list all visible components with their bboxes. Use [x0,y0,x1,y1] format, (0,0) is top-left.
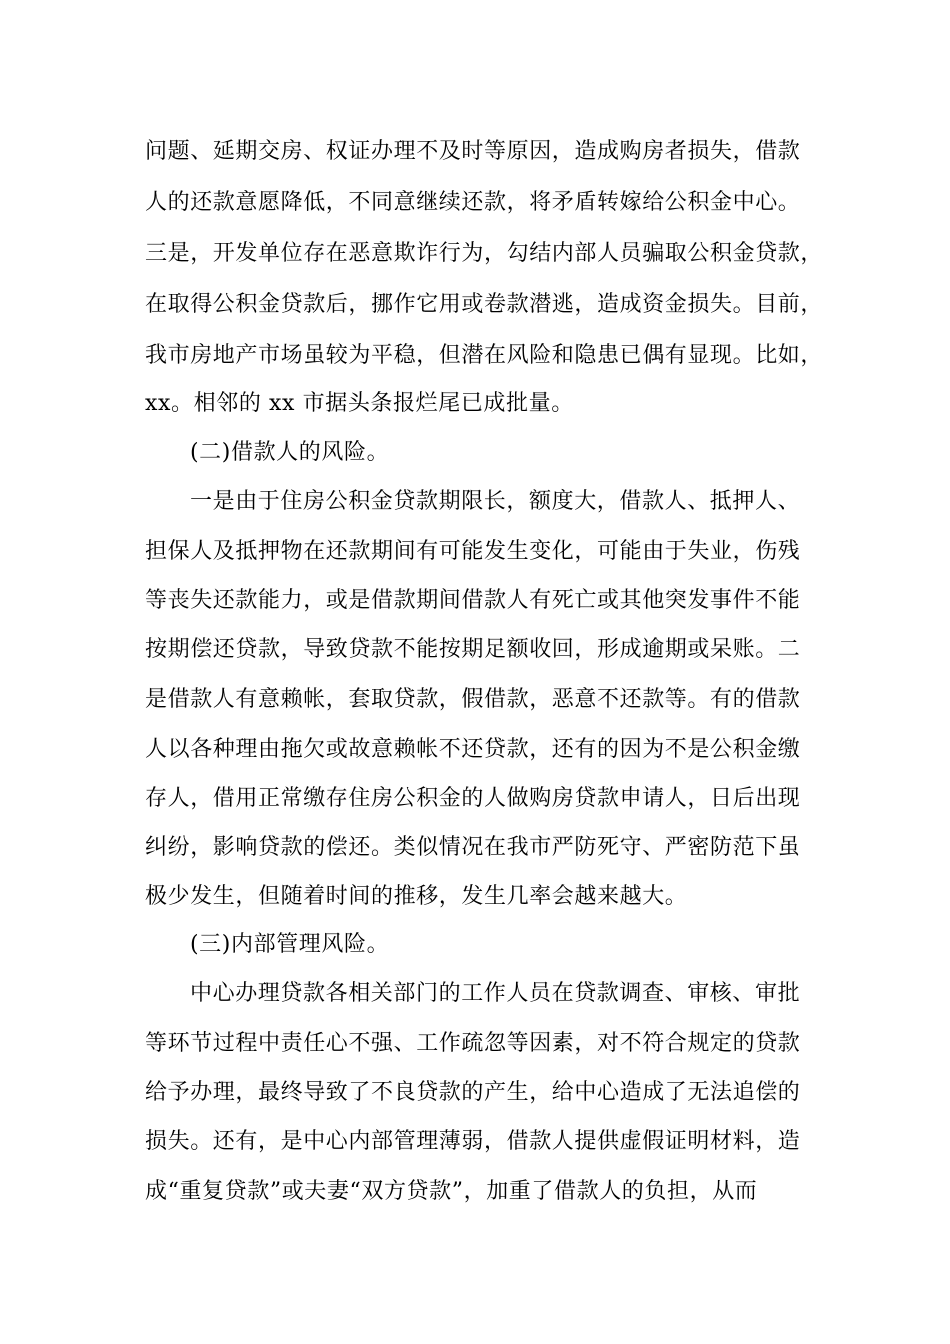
text-line: 成“重复贷款”或夫妻“双方贷款”，加重了借款人的负担，从而 [145,1179,758,1204]
section-heading: (三)内部管理风险。 [190,932,390,957]
text-line: 纠纷，影响贷款的偿还。类似情况在我市严防死守、严密防范下虽 [145,835,801,860]
text-line: 给予办理，最终导致了不良贷款的产生，给中心造成了无法追偿的 [145,1080,801,1105]
text-line: 极少发生，但随着时间的推移，发生几率会越来越大。 [145,884,688,909]
text-line: 人的还款意愿降低，不同意继续还款，将矛盾转嫁给公积金中心。 [145,190,801,215]
text-line: 一是由于住房公积金贷款期限长，额度大，借款人、抵押人、 [190,489,801,514]
text-line: 人以各种理由拖欠或故意赖帐不还贷款，还有的因为不是公积金缴 [145,737,801,762]
text-line: 担保人及抵押物在还款期间有可能发生变化，可能由于失业，伤残 [145,539,801,564]
text-line: 等环节过程中责任心不强、工作疏忽等因素，对不符合规定的贷款 [145,1031,801,1056]
text-line: 问题、延期交房、权证办理不及时等原因，造成购房者损失，借款 [145,139,801,164]
text-line: 在取得公积金贷款后，挪作它用或卷款潜逃，造成资金损失。目前， [145,292,824,317]
text-line: 等丧失还款能力，或是借款期间借款人有死亡或其他突发事件不能 [145,588,801,613]
text-line: 是借款人有意赖帐，套取贷款，假借款，恶意不还款等。有的借款 [145,687,801,712]
text-line: 按期偿还贷款，导致贷款不能按期足额收回，形成逾期或呆账。二 [145,637,801,662]
text-line: 存人，借用正常缴存住房公积金的人做购房贷款申请人，日后出现 [145,786,801,811]
text-line: 损失。还有，是中心内部管理薄弱，借款人提供虚假证明材料，造 [145,1129,801,1154]
text-line: 中心办理贷款各相关部门的工作人员在贷款调查、审核、审批 [190,981,801,1006]
text-line: xx。相邻的 xx 市据头条报烂尾已成批量。 [145,391,574,416]
text-line: 三是，开发单位存在恶意欺诈行为，勾结内部人员骗取公积金贷款， [145,241,824,266]
text-line: 我市房地产市场虽较为平稳，但潜在风险和隐患已偶有显现。比如， [145,343,824,368]
section-heading: (二)借款人的风险。 [190,440,390,465]
